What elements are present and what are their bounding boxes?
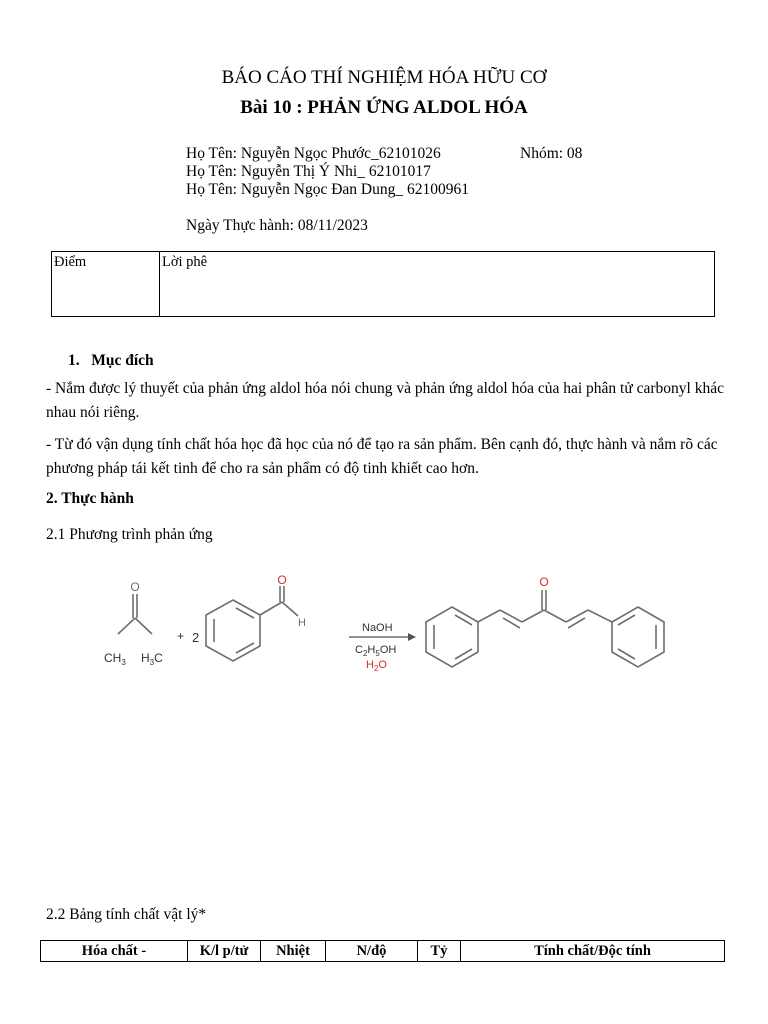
column-header-concentration: N/độ: [326, 941, 418, 962]
grade-box-divider: [159, 252, 160, 316]
chain-bond-2: [500, 610, 522, 622]
chain-bond-5: [566, 610, 588, 622]
section1-heading: [68, 352, 154, 370]
chain-bond-6: [588, 610, 612, 622]
aldehyde-hydrogen-label: H: [298, 617, 306, 629]
student-name-1: Họ Tên: Nguyễn Ngọc Phước_62101026: [186, 145, 441, 162]
acetone-ch3-label: $CH_3$: [104, 651, 126, 667]
acetone-methyl-bond-left: [118, 618, 135, 634]
solvent-ethanol: $C_2H_5OH$: [355, 644, 397, 658]
section1-heading-text: Mục đích: [91, 352, 154, 369]
subsection-2-1: 2.1 Phương trình phản ứng: [46, 526, 213, 543]
chain-bond-1: [478, 610, 500, 622]
column-header-chemical: Hóa chất -: [41, 941, 188, 962]
column-header-ratio: Tỷ: [418, 941, 461, 962]
chain-bond-4: [544, 610, 566, 622]
comment-label: Lời phê: [162, 254, 208, 270]
aldehyde-h-bond: [282, 602, 298, 616]
physical-properties-table: [40, 940, 725, 962]
grade-box: [51, 251, 715, 317]
column-header-temperature: Nhiệt: [261, 941, 326, 962]
product-oxygen-label: O: [539, 575, 549, 589]
benzaldehyde-ch-bond: [260, 602, 282, 615]
acetone-oxygen-label: O: [130, 580, 140, 594]
stoichiometric-coefficient: 2: [192, 630, 200, 645]
lesson-title: Bài 10 : PHẢN ỨNG ALDOL HÓA: [240, 97, 528, 118]
reaction-arrow-head: [408, 633, 416, 641]
aldehyde-oxygen-label: O: [277, 573, 287, 587]
section1-heading-number: 1.: [68, 352, 80, 369]
acetone-h3c-label: $H_3C$: [141, 651, 163, 667]
section1-paragraph-1: - Nắm được lý thuyết của phản ứng aldol hóa nói chung và phản ứng aldol hóa của hai phân tử carbonyl khác nhau nói riêng.: [46, 380, 724, 421]
student-name-3: Họ Tên: Nguyễn Ngọc Đan Dung_ 62100961: [186, 181, 469, 198]
subsection-2-2: 2.2 Bảng tính chất vật lý*: [46, 906, 207, 923]
column-header-properties: Tính chất/Độc tính: [461, 941, 725, 962]
practice-date: Ngày Thực hành: 08/11/2023: [186, 217, 368, 234]
solvent-water: $H_2O$: [366, 659, 387, 673]
section1-paragraph-2: - Từ đó vận dụng tính chất hóa học đã học của nó để tạo ra sản phẩm. Bên cạnh đó, thực hành và nắm rõ các phương pháp tái kết tinh để cho ra sản phẩm có độ tinh khiết cao hơn.: [46, 436, 718, 477]
table-header-row: [41, 941, 725, 962]
reagent-naoh: NaOH: [362, 622, 393, 634]
column-header-molar-mass: K/l p/tử: [188, 941, 261, 962]
group-number: Nhóm: 08: [520, 145, 583, 162]
acetone-methyl-bond-right: [135, 618, 152, 634]
reaction-scheme: [0, 560, 768, 690]
report-title: BÁO CÁO THÍ NGHIỆM HÓA HỮU CƠ: [221, 67, 547, 88]
plus-sign: +: [177, 629, 185, 643]
chain-bond-3: [522, 610, 544, 622]
section2-heading: 2. Thực hành: [46, 490, 134, 507]
score-label: Điểm: [54, 254, 87, 270]
student-name-2: Họ Tên: Nguyễn Thị Ý Nhi_ 62101017: [186, 163, 431, 180]
